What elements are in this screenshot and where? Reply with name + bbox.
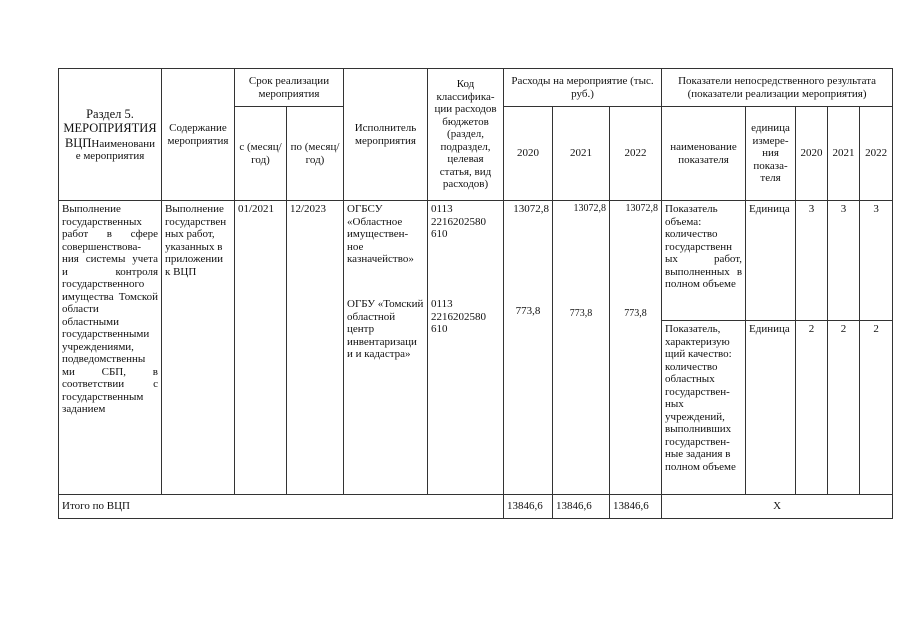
header-exp-year-2022: 2022: [610, 107, 662, 201]
header-section-cell: [59, 69, 162, 201]
row-executor-2: ОГБУ «Томский областной центр инвентаризаци и и кадастра»: [347, 298, 424, 360]
header-executor: Исполнитель мероприятия: [344, 69, 428, 201]
header-ind-name: наименование показателя: [662, 107, 746, 201]
row-exp-2022-cell: [610, 201, 662, 495]
header-ind-year-2020: 2020: [796, 107, 828, 201]
row-executor-cell: [344, 201, 428, 495]
row-ind1-name: Показатель объема: количество государственн ых работ, выполненных в полном объеме: [662, 201, 746, 321]
row-code-1: 0113 2216202580 610: [431, 203, 486, 240]
header-ind-year-2021: 2021: [828, 107, 860, 201]
header-code: Код классифика- ции расходов бюджетов (раздел, подраздел, целевая статья, вид расходов): [428, 69, 504, 201]
row-content: Выполнение государствен ных работ, указанных в приложении к ВЦП: [162, 201, 235, 495]
header-section: Раздел 5. МЕРОПРИЯТИЯ ВЦП: [63, 106, 157, 150]
row-ind2-name: Показатель, характеризую щий качество: количество областных государствен- ных учреждений, выполнивших государствен- ные задания в полном объеме: [662, 321, 746, 495]
row-exp2-2020: 773,8: [515, 305, 541, 317]
row-exp-2021-cell: [553, 201, 610, 495]
row-exp2-2021: 773,8: [569, 308, 593, 319]
header-exp-year-2020: 2020: [504, 107, 553, 201]
total-2021: 13846,6: [553, 495, 610, 519]
row-from: 01/2021: [235, 201, 287, 495]
header-term-to: по (месяц/ год): [287, 107, 344, 201]
header-indicators: Показатели непосредственного результата (показатели реализации мероприятия): [662, 69, 893, 107]
row-exp1-2021: 13072,8: [573, 203, 606, 214]
row-ind1-unit: Единица: [746, 201, 796, 321]
total-2020: 13846,6: [504, 495, 553, 519]
row-ind2-unit: Единица: [746, 321, 796, 495]
header-content: Содержание мероприятия: [162, 69, 235, 201]
header-exp-year-2021: 2021: [553, 107, 610, 201]
row-ind2-2021: 2: [828, 321, 860, 495]
row-code-2: 0113 2216202580 610: [431, 298, 486, 335]
header-expenses: Расходы на мероприятие (тыс. руб.): [504, 69, 662, 107]
row-ind1-2020: 3: [796, 201, 828, 321]
row-ind1-2021: 3: [828, 201, 860, 321]
row-exp-2020-cell: [504, 201, 553, 495]
total-label: Итого по ВЦП: [59, 495, 504, 519]
row-ind2-2020: 2: [796, 321, 828, 495]
row-to: 12/2023: [287, 201, 344, 495]
row-exp1-2022: 13072,8: [625, 203, 659, 214]
total-indicator: Х: [662, 495, 893, 519]
row-exp1-2020: 13072,8: [513, 203, 549, 215]
row-ind1-2022: 3: [860, 201, 893, 321]
row-ind2-2022: 2: [860, 321, 893, 495]
row-exp2-2022: 773,8: [624, 308, 647, 319]
header-ind-year-2022: 2022: [860, 107, 893, 201]
row-name: Выполнение государственных работ в сфере совершенствова- ния системы учета и контроля государственного имущества Томской области областными государственными учреждениями, подведомственны ми СБП, в соответствии с государственным заданием: [59, 201, 162, 495]
header-term-from: с (месяц/ год): [235, 107, 287, 201]
header-name-label: Наименовани е мероприятия: [75, 137, 156, 162]
header-ind-unit: единица измере- ния показа- теля: [746, 107, 796, 201]
header-term: Срок реализации мероприятия: [235, 69, 344, 107]
total-2022: 13846,6: [610, 495, 662, 519]
row-executor-1: ОГБСУ «Областное имуществен- ное казначейство»: [347, 203, 414, 265]
row-code-cell: [428, 201, 504, 495]
program-table: [58, 68, 893, 519]
